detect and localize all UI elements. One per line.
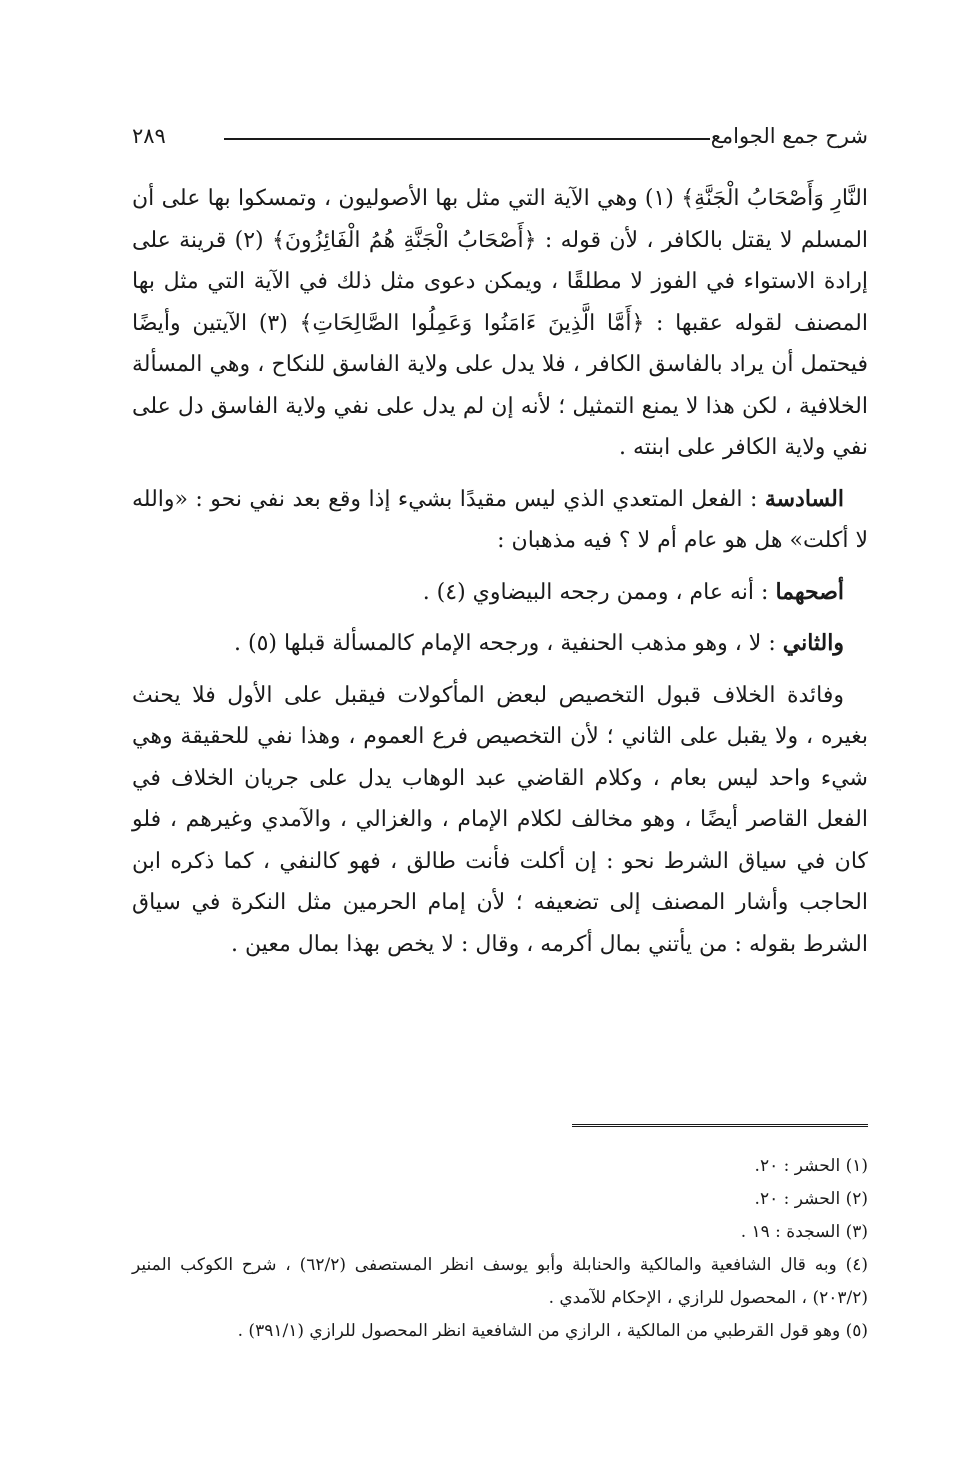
- running-header: [132, 116, 868, 156]
- paragraph-second: [132, 623, 868, 665]
- paragraph-sixth: [132, 479, 868, 562]
- main-text: [132, 178, 868, 965]
- footnote-4: (٤) وبه قال الشافعية والمالكية والحنابلة وأبو يوسف انظر المستصفى (٦٢/٢) ، شرح الكوكب المنير (٢٠٣/٢) ، المحصول للرازي ، الإحكام للآمدي .: [132, 1255, 868, 1308]
- footnote-5: (٥) وهو قول القرطبي من المالكية ، الرازي من الشافعية انظر المحصول للرازي (٣٩١/١) .: [237, 1321, 868, 1341]
- paragraph-1: النَّارِ وَأَصْحَابُ الْجَنَّةِ﴾ (١) وهي الآية التي مثل بها الأصوليون ، وتمسكوا بها على أن المسلم لا يقتل بالكافر ، لأن قوله : ﴿أَصْحَابُ الْجَنَّةِ هُمُ الْفَائِزُونَ﴾ (٢) قرينة على إرادة الاستواء في الفوز لا مطلقًا ، ويمكن دعوى مثل ذلك في الآية التي مثل بها المصنف لقوله عقبها : ﴿أَمَّا الَّذِينَ ءَامَنُوا وَعَمِلُوا الصَّالِحَاتِ﴾ (٣) الآيتين وأيضًا فيحتمل أن يراد بالفاسق الكافر ، فلا يدل على ولاية الفاسق للنكاح ، وهي المسألة الخلافية ، لكن هذا لا يمنع التمثيل ؛ لأنه إن لم يدل على نفي ولاية الفاسق دل على نفي ولاية الكافر على ابنته .: [132, 186, 869, 460]
- header-rule: [224, 138, 710, 140]
- footnote-3: (٣) السجدة : ١٩ .: [740, 1222, 868, 1242]
- paragraph-most-correct: [132, 572, 868, 614]
- paragraph-most-correct-label: أصحهما: [775, 578, 844, 605]
- paragraph-sixth-label: السادسة: [764, 485, 844, 512]
- footnote-separator: [572, 1124, 868, 1129]
- footnote-2: (٢) الحشر : ٢٠.: [754, 1189, 868, 1209]
- paragraph-second-text: : لا ، وهو مذهب الحنفية ، ورجحه الإمام كالمسألة قبلها (٥) .: [234, 631, 783, 656]
- paragraph-benefit: وفائدة الخلاف قبول التخصيص لبعض المأكولات فيقبل على الأول فلا يحنث بغيره ، ولا يقبل على الثاني ؛ لأن التخصيص فرع العموم ، وهذا نفي للحقيقة وهي شيء واحد ليس بعام ، وكلام القاضي عبد الوهاب يدل على جريان الخلاف في الفعل القاصر أيضًا ، وهو مخالف لكلام الإمام ، والغزالي ، والآمدي وغيرهم ، فلو كان في سياق الشرط نحو : إن أكلت فأنت طالق ، فهو كالنفي ، كما ذكره ابن الحاجب وأشار المصنف إلى تضعيفه ؛ لأن إمام الحرمين مثل النكرة في سياق الشرط بقوله : من يأتني بمال أكرمه ، وقال : لا يخص بهذا بمال معين .: [132, 682, 868, 957]
- header-title: شرح جمع الجوامع: [710, 124, 868, 148]
- paragraph-sixth-text: : الفعل المتعدي الذي ليس مقيدًا بشيء إذا وقع بعد نفي نحو : «والله لا أكلت» هل هو عام أم لا ؟ فيه مذهبان :: [132, 486, 868, 553]
- footnotes: [132, 1150, 868, 1348]
- page-number: ٢٨٩: [132, 124, 166, 148]
- paragraph-second-label: والثاني: [782, 630, 844, 656]
- paragraph-most-correct-text: : أنه عام ، وممن رجحه البيضاوي (٤) .: [422, 579, 776, 605]
- footnote-1: (١) الحشر : ٢٠.: [754, 1156, 868, 1176]
